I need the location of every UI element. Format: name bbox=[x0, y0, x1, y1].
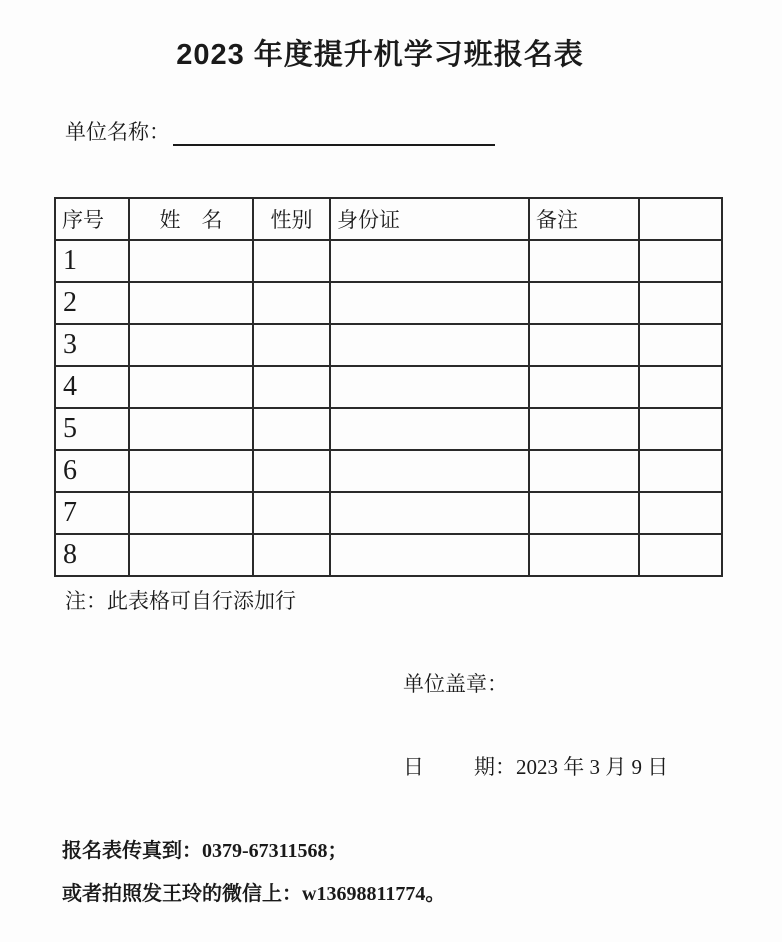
blank-cell bbox=[639, 324, 722, 366]
row-number-cell: 1 bbox=[55, 240, 129, 282]
blank-cell bbox=[639, 408, 722, 450]
header-id-card: 身份证 bbox=[330, 198, 529, 240]
blank-cell bbox=[330, 408, 529, 450]
blank-cell bbox=[253, 534, 330, 576]
unit-name-label: 单位名称： bbox=[65, 120, 170, 144]
row-number-cell: 3 bbox=[55, 324, 129, 366]
blank-cell bbox=[129, 240, 253, 282]
table-row bbox=[55, 408, 722, 450]
table-row bbox=[55, 492, 722, 534]
blank-cell bbox=[529, 408, 639, 450]
blank-cell bbox=[639, 534, 722, 576]
blank-cell bbox=[253, 240, 330, 282]
blank-cell bbox=[330, 366, 529, 408]
header-gender: 性别 bbox=[253, 198, 330, 240]
header-serial-number: 序号 bbox=[55, 198, 129, 240]
blank-cell bbox=[129, 534, 253, 576]
blank-cell bbox=[529, 240, 639, 282]
blank-cell bbox=[330, 450, 529, 492]
blank-cell bbox=[330, 324, 529, 366]
blank-cell bbox=[253, 282, 330, 324]
signup-table bbox=[54, 197, 723, 577]
row-number-cell: 2 bbox=[55, 282, 129, 324]
blank-cell bbox=[330, 240, 529, 282]
blank-cell bbox=[253, 492, 330, 534]
header-remarks: 备注 bbox=[529, 198, 639, 240]
wechat-instruction-line: 或者拍照发王玲的微信上：w13698811774。 bbox=[62, 883, 446, 905]
blank-cell bbox=[253, 450, 330, 492]
table-row bbox=[55, 240, 722, 282]
header-extra-blank bbox=[639, 198, 722, 240]
date-value: 期：2023 年 3 月 9 日 bbox=[474, 755, 669, 779]
row-number-cell: 7 bbox=[55, 492, 129, 534]
fax-instruction-line: 报名表传真到：0379-67311568； bbox=[62, 840, 348, 862]
blank-cell bbox=[253, 408, 330, 450]
table-header-row bbox=[55, 198, 722, 240]
blank-cell bbox=[529, 450, 639, 492]
blank-cell bbox=[330, 282, 529, 324]
blank-cell bbox=[129, 366, 253, 408]
unit-name-line bbox=[65, 116, 495, 146]
blank-cell bbox=[529, 324, 639, 366]
signup-table-body bbox=[55, 240, 722, 576]
blank-cell bbox=[330, 534, 529, 576]
unit-stamp-label: 单位盖章： bbox=[403, 672, 508, 696]
date-label-day: 日 bbox=[403, 755, 424, 779]
row-number-cell: 8 bbox=[55, 534, 129, 576]
blank-cell bbox=[129, 450, 253, 492]
date-line bbox=[403, 751, 668, 781]
blank-cell bbox=[639, 282, 722, 324]
header-name: 姓 名 bbox=[129, 198, 253, 240]
blank-cell bbox=[639, 450, 722, 492]
blank-cell bbox=[529, 534, 639, 576]
blank-cell bbox=[330, 492, 529, 534]
blank-cell bbox=[529, 282, 639, 324]
table-note: 注：此表格可自行添加行 bbox=[65, 589, 296, 613]
row-number-cell: 5 bbox=[55, 408, 129, 450]
blank-cell bbox=[529, 366, 639, 408]
table-row bbox=[55, 282, 722, 324]
blank-cell bbox=[529, 492, 639, 534]
blank-cell bbox=[129, 408, 253, 450]
table-row bbox=[55, 534, 722, 576]
page-title: 2023 年度提升机学习班报名表 bbox=[176, 39, 584, 71]
table-row bbox=[55, 324, 722, 366]
blank-cell bbox=[639, 240, 722, 282]
table-row bbox=[55, 366, 722, 408]
row-number-cell: 6 bbox=[55, 450, 129, 492]
blank-cell bbox=[253, 366, 330, 408]
blank-cell bbox=[639, 492, 722, 534]
blank-cell bbox=[129, 282, 253, 324]
table-row bbox=[55, 450, 722, 492]
blank-cell bbox=[639, 366, 722, 408]
blank-cell bbox=[253, 324, 330, 366]
row-number-cell: 4 bbox=[55, 366, 129, 408]
blank-cell bbox=[129, 492, 253, 534]
unit-name-blank-underline bbox=[173, 120, 495, 146]
blank-cell bbox=[129, 324, 253, 366]
